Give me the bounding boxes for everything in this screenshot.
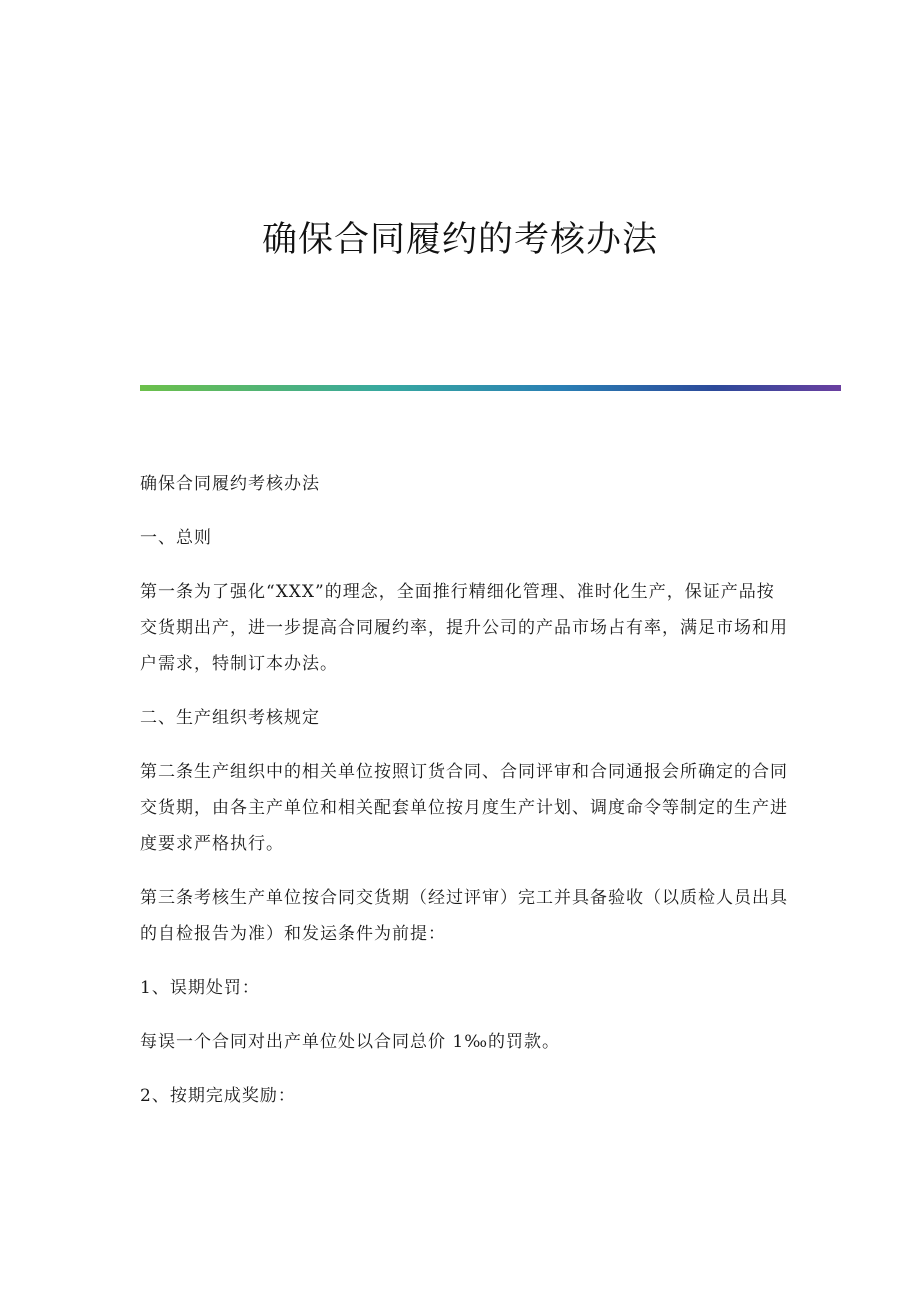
document-title: 确保合同履约的考核办法 — [261, 220, 658, 260]
item-1-heading: 1、误期处罚： — [140, 978, 260, 998]
item-2-heading: 2、按期完成奖励： — [140, 1086, 296, 1106]
section-production-heading: 二、生产组织考核规定 — [140, 708, 320, 728]
item-1-paragraph: 每误一个合同对出产单位处以合同总价 1‰的罚款。 — [140, 1032, 561, 1052]
section-general-heading: 一、总则 — [140, 528, 212, 548]
document-subtitle: 确保合同履约考核办法 — [140, 474, 320, 494]
document-body — [140, 466, 790, 1132]
article-3-paragraph: 第三条考核生产单位按合同交货期（经过评审）完工并具备验收（以质检人员出具的自检报告为准）和发运条件为前提： — [140, 888, 788, 944]
article-1-paragraph: 第一条为了强化“XXX”的理念，全面推行精细化管理、准时化生产，保证产品按交货期出产，进一步提高合同履约率，提升公司的产品市场占有率，满足市场和用户需求，特制订本办法。 — [140, 582, 788, 674]
article-2-paragraph: 第二条生产组织中的相关单位按照订货合同、合同评审和合同通报会所确定的合同交货期，由各主产单位和相关配套单位按月度生产计划、调度命令等制定的生产进度要求严格执行。 — [140, 762, 788, 854]
title-divider — [140, 385, 841, 391]
